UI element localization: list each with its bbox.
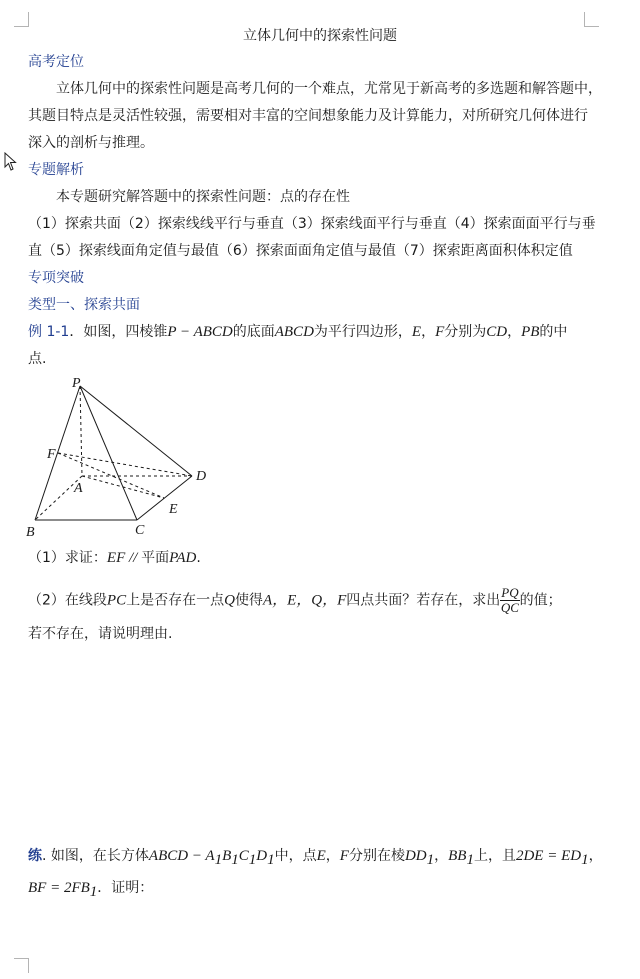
topic-list-line: （1）探索共面（2）探索线线平行与垂直（3）探索线面平行与垂直（4）探索面面平行与垂 bbox=[28, 216, 596, 232]
corner-mark-top-left bbox=[14, 12, 29, 27]
section-heading-breakthrough: 专项突破 bbox=[28, 270, 84, 286]
pyramid-figure bbox=[22, 370, 222, 545]
question-1: （1）求证：EF // 平面PAD. bbox=[28, 550, 201, 566]
question-2-cont: 若不存在，请说明理由. bbox=[28, 626, 173, 642]
edge-PB bbox=[35, 386, 80, 520]
label-E: E bbox=[169, 502, 178, 517]
segment-FD bbox=[58, 453, 192, 476]
paragraph-line: 本专题研究解答题中的探索性问题：点的存在性 bbox=[56, 189, 350, 205]
label-B: B bbox=[26, 525, 35, 540]
label-P: P bbox=[72, 376, 81, 391]
label-D: D bbox=[196, 469, 207, 484]
example-line: 点. bbox=[28, 351, 47, 367]
example-line: 例 1-1．如图，四棱锥P − ABCD的底面ABCD为平行四边形，E，F分别为CD，PB的中 bbox=[28, 324, 568, 340]
edge-PC bbox=[80, 386, 137, 520]
type-heading: 类型一、探索共面 bbox=[28, 297, 140, 313]
edge-CD bbox=[137, 476, 192, 520]
mouse-pointer-icon bbox=[3, 152, 19, 172]
corner-mark-top-right bbox=[584, 12, 599, 27]
edge-PD bbox=[80, 386, 192, 476]
question-2: （2）在线段PC上是否存在一点Q使得A，E，Q，F四点共面？若存在，求出 $\frac{PQ}{QC}$ 的值； bbox=[28, 585, 562, 615]
practice-line-2: BF = $2FB_1$．证明： bbox=[28, 880, 154, 900]
example-label: 例 1-1 bbox=[28, 324, 70, 340]
section-heading-analysis: 专题解析 bbox=[28, 162, 84, 178]
paragraph-line: 立体几何中的探索性问题是高考几何的一个难点，尤常见于新高考的多选题和解答题中， bbox=[56, 81, 602, 97]
practice-line: 练. 如图，在长方体ABCD − $A_1B_1C_1D_1$中，点E，F分别在棱$DD_1$，$BB_1$上，且$2DE = ED_1$， bbox=[28, 848, 603, 868]
label-A: A bbox=[74, 481, 83, 496]
topic-list-line: 直（5）探索线面角定值与最值（6）探索面面角定值与最值（7）探索距离面积体积定值 bbox=[28, 243, 573, 259]
practice-label: 练 bbox=[28, 848, 42, 864]
fraction-pq-over-qc: $\frac{PQ}{QC}$ bbox=[500, 585, 519, 615]
corner-mark-bottom-left bbox=[14, 958, 29, 973]
label-C: C bbox=[135, 523, 145, 538]
page-title: 立体几何中的探索性问题 bbox=[243, 28, 397, 44]
segment-AE bbox=[82, 476, 164, 498]
section-heading-positioning: 高考定位 bbox=[28, 54, 84, 70]
paragraph-line: 其题目特点是灵活性较强，需要相对丰富的空间想象能力及计算能力，对所研究几何体进行 bbox=[28, 108, 588, 124]
label-F: F bbox=[47, 447, 56, 462]
paragraph-line: 深入的剖析与推理。 bbox=[28, 135, 154, 151]
